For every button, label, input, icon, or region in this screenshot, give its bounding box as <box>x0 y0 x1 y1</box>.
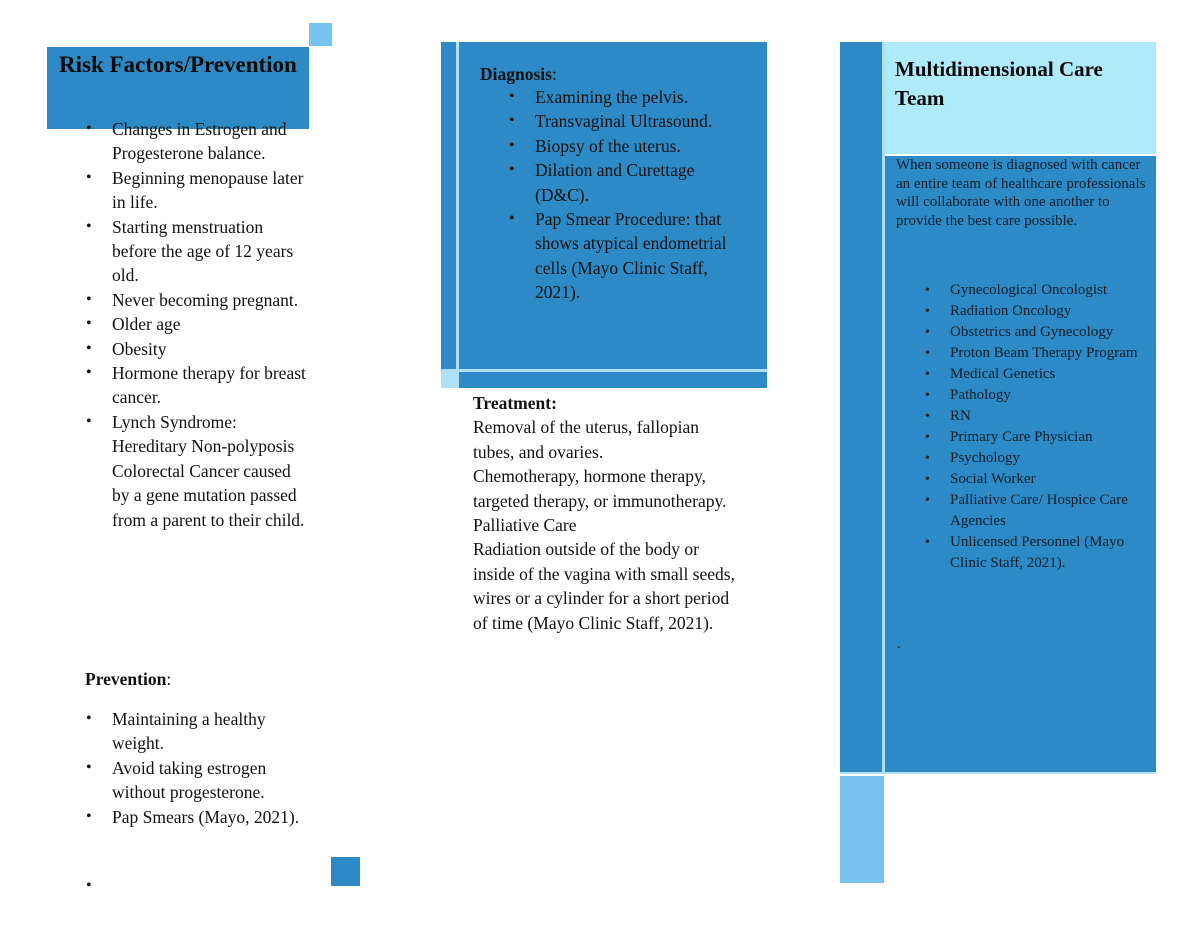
list-item: • Pap Smear Procedure: that shows atypical endometrial cells (Mayo Clinic Staff, 2021). <box>535 207 745 305</box>
list-item: • Pathology <box>950 385 1150 406</box>
list-item: • Examining the pelvis. <box>535 85 745 109</box>
risk-factors-title: Risk Factors/Prevention <box>59 52 297 77</box>
diagnosis-label: Diagnosis <box>480 64 552 84</box>
treatment-section <box>473 391 735 635</box>
list-item: • Hormone therapy for breast cancer. <box>112 361 307 410</box>
list-item: • Older age <box>112 312 307 336</box>
list-item: • Maintaining a healthy weight. <box>112 707 307 756</box>
treatment-heading: Treatment: <box>473 393 557 413</box>
prevention-heading <box>85 667 171 691</box>
treatment-line: Removal of the uterus, fallopian tubes, and ovaries. <box>473 417 699 462</box>
prevention-label: Prevention <box>85 669 167 689</box>
list-item: • Beginning menopause later in life. <box>112 166 307 215</box>
list-item: • RN <box>950 406 1150 427</box>
list-item: • Palliative Care/ Hospice Care Agencies <box>950 490 1150 532</box>
care-team-side-bar <box>840 42 884 774</box>
care-team-side-square <box>840 776 884 883</box>
diagnosis-panel-horizontal-line <box>441 369 767 372</box>
list-item: • Pap Smears (Mayo, 2021). <box>112 805 307 829</box>
list-item: • Never becoming pregnant. <box>112 288 307 312</box>
prevention-colon: : <box>166 669 172 689</box>
trailing-dot: . <box>897 637 901 652</box>
care-team-bottom-line <box>840 772 1156 774</box>
care-team-intro: When someone is diagnosed with cancer an entire team of healthcare professionals will collaborate with one another to provide the best care possible. <box>896 157 1146 229</box>
list-item: • Changes in Estrogen and Progesterone balance. <box>112 117 307 166</box>
diagnosis-panel-corner-square <box>441 372 456 388</box>
diagnosis-colon: : <box>551 64 557 84</box>
decorative-square-bottom <box>331 857 360 886</box>
prevention-list <box>112 707 307 829</box>
list-item: • Lynch Syndrome: Hereditary Non-polyposis Colorectal Cancer caused by a gene mutation passed from a parent to their child. <box>112 410 307 532</box>
list-item: • Unlicensed Personnel (Mayo Clinic Staff, 2021). <box>950 532 1150 574</box>
care-team-title: Multidimensional Care Team <box>895 57 1103 110</box>
treatment-line: Palliative Care <box>473 515 577 536</box>
care-team-vertical-line <box>882 42 885 774</box>
decorative-square-top <box>309 23 332 46</box>
diagnosis-list <box>535 85 745 305</box>
treatment-line: Chemotherapy, hormone therapy, targeted therapy, or immunotherapy. <box>473 466 727 511</box>
diagnosis-panel-vertical-line <box>456 42 459 388</box>
risk-factors-list <box>112 117 307 532</box>
list-item: • Dilation and Curettage (D&C). <box>535 158 745 207</box>
care-team-list <box>950 280 1150 574</box>
list-item: • Radiation Oncology <box>950 301 1150 322</box>
list-item: • Psychology <box>950 448 1150 469</box>
list-item: • Gynecological Oncologist <box>950 280 1150 301</box>
list-item: • Starting menstruation before the age of 12 years old. <box>112 215 307 288</box>
treatment-line: Radiation outside of the body or inside of the vagina with small seeds, wires or a cylinder for a short period of time (Mayo Clinic Staff, 2021). <box>473 539 735 633</box>
diagnosis-heading <box>480 62 557 86</box>
list-item: • Avoid taking estrogen without progesterone. <box>112 756 307 805</box>
list-item: • Social Worker <box>950 469 1150 490</box>
list-item: • Biopsy of the uterus. <box>535 134 745 158</box>
list-item: • Medical Genetics <box>950 364 1150 385</box>
list-item: • Obstetrics and Gynecology <box>950 322 1150 343</box>
list-item: • Primary Care Physician <box>950 427 1150 448</box>
list-item: • Transvaginal Ultrasound. <box>535 109 745 133</box>
list-item: • Obesity <box>112 337 307 361</box>
empty-bullet: • <box>86 877 92 894</box>
list-item: • Proton Beam Therapy Program <box>950 343 1150 364</box>
